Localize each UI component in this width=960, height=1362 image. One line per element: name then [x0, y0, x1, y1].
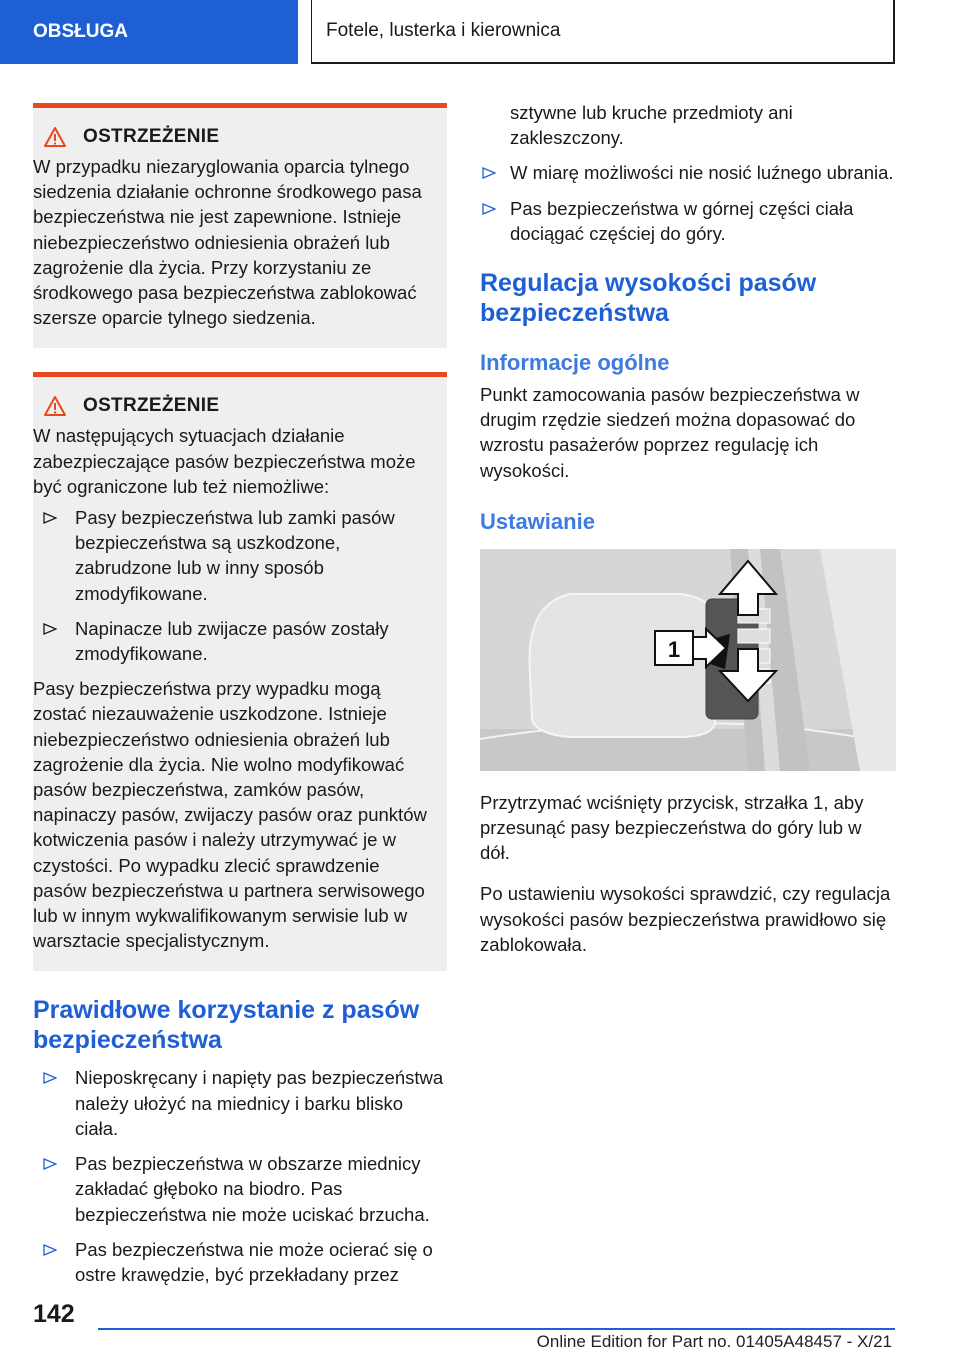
triangle-bullet-icon: [43, 1072, 57, 1084]
list-item: [480, 196, 896, 246]
adjust-text-1: Przytrzymać wciśnięty przycisk, strzałka 1, aby przesunąć pasy bezpieczeństwa do góry lub w dół.: [480, 791, 864, 864]
edition-note: Online Edition for Part no. 01405A48457 - X/21: [536, 1332, 892, 1351]
continued-text: sztywne lub kruche przedmioty ani zakleszczony.: [510, 102, 793, 149]
warning-title-text: OSTRZEŻENIE: [83, 126, 220, 147]
warning-title-text: OSTRZEŻENIE: [83, 395, 220, 417]
warning-box-1: [33, 103, 447, 348]
list-item-text: Pas bezpieczeństwa nie może ocierać się o ostre krawędzie, być przekładany przez: [75, 1238, 433, 1285]
subheading-general: Informacje ogólne: [480, 350, 670, 376]
triangle-bullet-icon: [43, 623, 57, 635]
chapter-tab: [311, 0, 895, 64]
list-item: [480, 160, 896, 185]
continued-list: [480, 160, 896, 246]
warning-outro-2: Pasy bezpieczeństwa przy wypadku mogą zostać niezauważenie uszkodzone. Istnieje niebezpieczeństwo odniesienia obrażeń lub zagrożenie dla życia. Nie wolno modyfikować pasów bezpieczeństwa, zamków pasów, napinaczy pasów, zwijaczy pasów oraz punktów kotwiczenia pasów i należy utrzymywać je w czystości. Po wypadku zlecić sprawdzenie pasów bezpieczeństwa u partnera serwisowego lub w innym wykwalifikowanym serwisie lub w warsztacie specjalistycznym.: [33, 678, 427, 952]
section-tab: [0, 0, 298, 64]
belt-height-adjuster-illustration: [480, 549, 896, 771]
triangle-bullet-icon: [43, 1244, 57, 1256]
warning-text-1: W przypadku niezaryglowania oparcia tylnego siedzenia działanie ochronne środkowego pasa bezpieczeństwa nie jest zapewnione. Istnieje niebezpieczeństwo odniesienia obrażeń lub zagrożenie dla życia. Przy korzystaniu ze środkowego pasa bezpieczeństwa zablokować szersze oparcie tylnego siedzenia.: [33, 156, 422, 329]
list-item-text: Napinacze lub zwijacze pasów zostały zmodyfikowane.: [75, 617, 389, 665]
warning-title-1: [33, 126, 437, 148]
triangle-bullet-icon: [482, 167, 496, 179]
chapter-label: Fotele, lusterka i kierownica: [326, 20, 561, 41]
list-item: [33, 1151, 447, 1227]
footer-divider: [98, 1328, 895, 1330]
warning-triangle-icon: [43, 126, 67, 148]
list-item-text: Pas bezpieczeństwa w górnej części ciała dociągać częściej do góry.: [510, 197, 854, 244]
list-item-text: Pas bezpieczeństwa w obszarze miednicy zakładać głęboko na biodro. Pas bezpieczeństwa nie może uciskać brzucha.: [75, 1153, 430, 1225]
triangle-bullet-icon: [43, 1158, 57, 1170]
page-number: 142: [33, 1300, 75, 1328]
warning-list-2: [33, 505, 437, 666]
list-item-text: W miarę możliwości nie nosić luźnego ubrania.: [510, 162, 894, 184]
warning-triangle-icon: [43, 395, 67, 417]
triangle-bullet-icon: [482, 203, 496, 215]
list-item: [33, 505, 437, 606]
list-item: [33, 616, 437, 666]
right-column: [480, 100, 896, 957]
left-column: [33, 103, 447, 1297]
callout-number: 1: [667, 636, 681, 662]
section-heading-height: Regulacja wysokości pasów bezpieczeństwa: [480, 269, 817, 328]
warning-intro-2: W następujących sytuacjach działanie zabezpieczające pasów bezpieczeństwa może być ograniczone lub też niemożliwe:: [33, 425, 416, 497]
list-item-text: Nieposkręcany i napięty pas bezpieczeństwa należy ułożyć na miednicy i barku blisko ciała.: [75, 1067, 444, 1139]
warning-title-2: [33, 395, 437, 417]
section-label: OBSŁUGA: [33, 21, 128, 42]
triangle-bullet-icon: [43, 512, 57, 524]
warning-box-2: [33, 372, 447, 971]
general-info-text: Punkt zamocowania pasów bezpieczeństwa w drugim rzędzie siedzeń można dopasować do wzrostu pasażerów poprzez regulację ich wysokości.: [480, 384, 860, 481]
list-item: [33, 1237, 447, 1287]
usage-list: [33, 1065, 447, 1287]
section-heading: Prawidłowe korzystanie z pasów bezpieczeństwa: [33, 996, 420, 1055]
list-item: [33, 1065, 447, 1141]
adjust-text-2: Po ustawieniu wysokości sprawdzić, czy regulacja wysokości pasów bezpieczeństwa prawidłowo się zablokowała.: [480, 883, 891, 955]
subheading-adjust: Ustawianie: [480, 508, 595, 534]
list-item-text: Pasy bezpieczeństwa lub zamki pasów bezpieczeństwa są uszkodzone, zabrudzone lub w inny sposób zmodyfikowane.: [75, 507, 395, 604]
